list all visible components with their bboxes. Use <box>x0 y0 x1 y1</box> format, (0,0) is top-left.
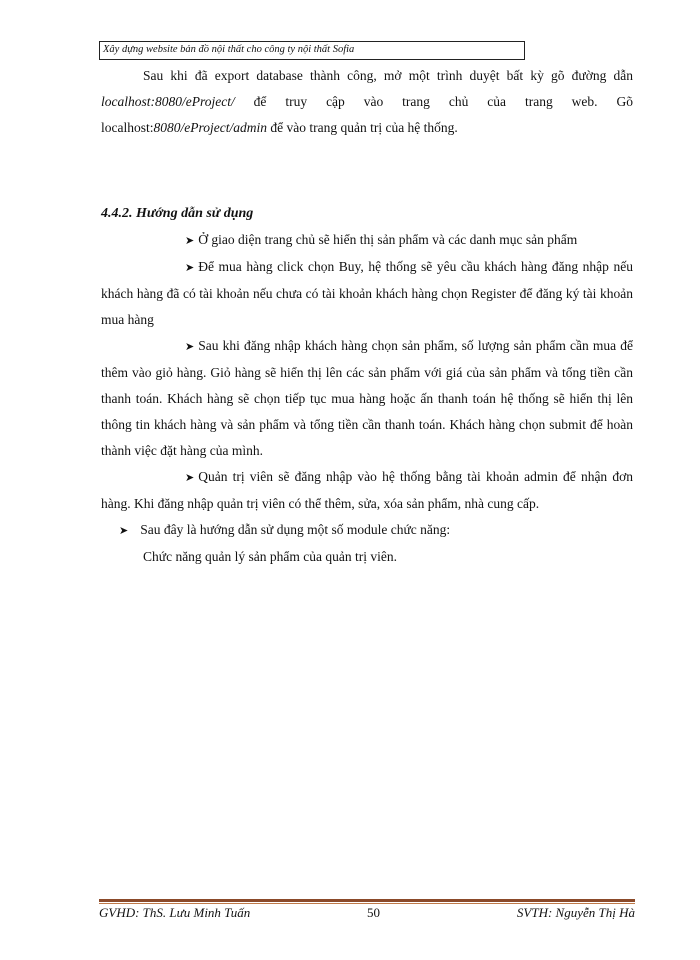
page-footer <box>99 905 635 923</box>
intro-paragraph <box>101 63 633 141</box>
arrow-bullet-icon: ➤ <box>185 261 195 274</box>
bullet-text: Để mua hàng click chọn Buy, hệ thống sẽ yêu cầu khách hàng đăng nhập nếu khách hàng đã có tài khoản nếu chưa có tài khoản khách hàng chọn Register để đăng ký tài khoản mua hàng <box>101 259 633 327</box>
section-heading: 4.4.2. Hướng dẫn sử dụng <box>101 206 254 221</box>
home-url: localhost:8080/eProject/ <box>101 94 235 109</box>
bullet-item <box>101 464 633 517</box>
intro-text-2: để truy cập vào trang chủ của trang web. Gõ localhost: <box>101 94 633 135</box>
modules-item: Chức năng quản lý sản phẩm của quản trị viên. <box>143 549 398 564</box>
running-header-title: Xây dựng website bản đồ nội thất cho công ty nội thất Sofia <box>103 44 355 55</box>
intro-text-1: Sau khi đã export database thành công, mở một trình duyệt bất kỳ gõ đường dẫn <box>143 68 633 83</box>
running-header <box>99 41 525 60</box>
page-number: 50 <box>367 905 380 920</box>
footer-rule <box>99 899 635 902</box>
footer-advisor: GVHD: ThS. Lưu Minh Tuấn <box>99 905 251 920</box>
modules-intro-item <box>101 517 633 544</box>
bullet-item <box>101 254 633 333</box>
bullet-text: Ở giao diện trang chủ sẽ hiển thị sản phẩm và các danh mục sản phẩm <box>198 232 578 247</box>
arrow-bullet-icon: ➤ <box>185 471 195 484</box>
modules-intro-text: Sau đây là hướng dẫn sử dụng một số module chức năng: <box>140 522 451 537</box>
admin-url: 8080/eProject/admin <box>153 120 267 135</box>
footer-student: SVTH: Nguyễn Thị Hà <box>516 905 635 920</box>
bullet-text: Quản trị viên sẽ đăng nhập vào hệ thống bằng tài khoản admin để nhận đơn hàng. Khi đăng nhập quản trị viên có thể thêm, sửa, xóa sản phẩm, nhà cung cấp. <box>101 469 633 511</box>
arrow-bullet-icon: ➤ <box>185 340 195 353</box>
page-body <box>101 63 633 570</box>
bullet-text: Sau khi đăng nhập khách hàng chọn sản phẩm, số lượng sản phẩm cần mua để thêm vào giỏ hàng. Giỏ hàng sẽ hiển thị lên các sản phẩm với giá của sản phẩm và tổng tiền cần thanh toán. Khách hàng sẽ chọn tiếp tục mua hàng hoặc ấn thanh toán hệ thống sẽ hiển thị lên thông tin khách hàng và sản phẩm và tổng tiền cần thanh toán. Khách hàng chọn submit để hoàn thành việc đặt hàng của mình. <box>101 338 633 458</box>
intro-text-3: để vào trang quản trị của hệ thống. <box>266 120 458 135</box>
arrow-bullet-icon: ➤ <box>185 234 195 247</box>
bullet-item <box>101 333 633 464</box>
bullet-item <box>101 227 633 254</box>
footer-rule-thin <box>99 903 635 904</box>
arrow-bullet-icon: ➤ <box>119 524 129 537</box>
